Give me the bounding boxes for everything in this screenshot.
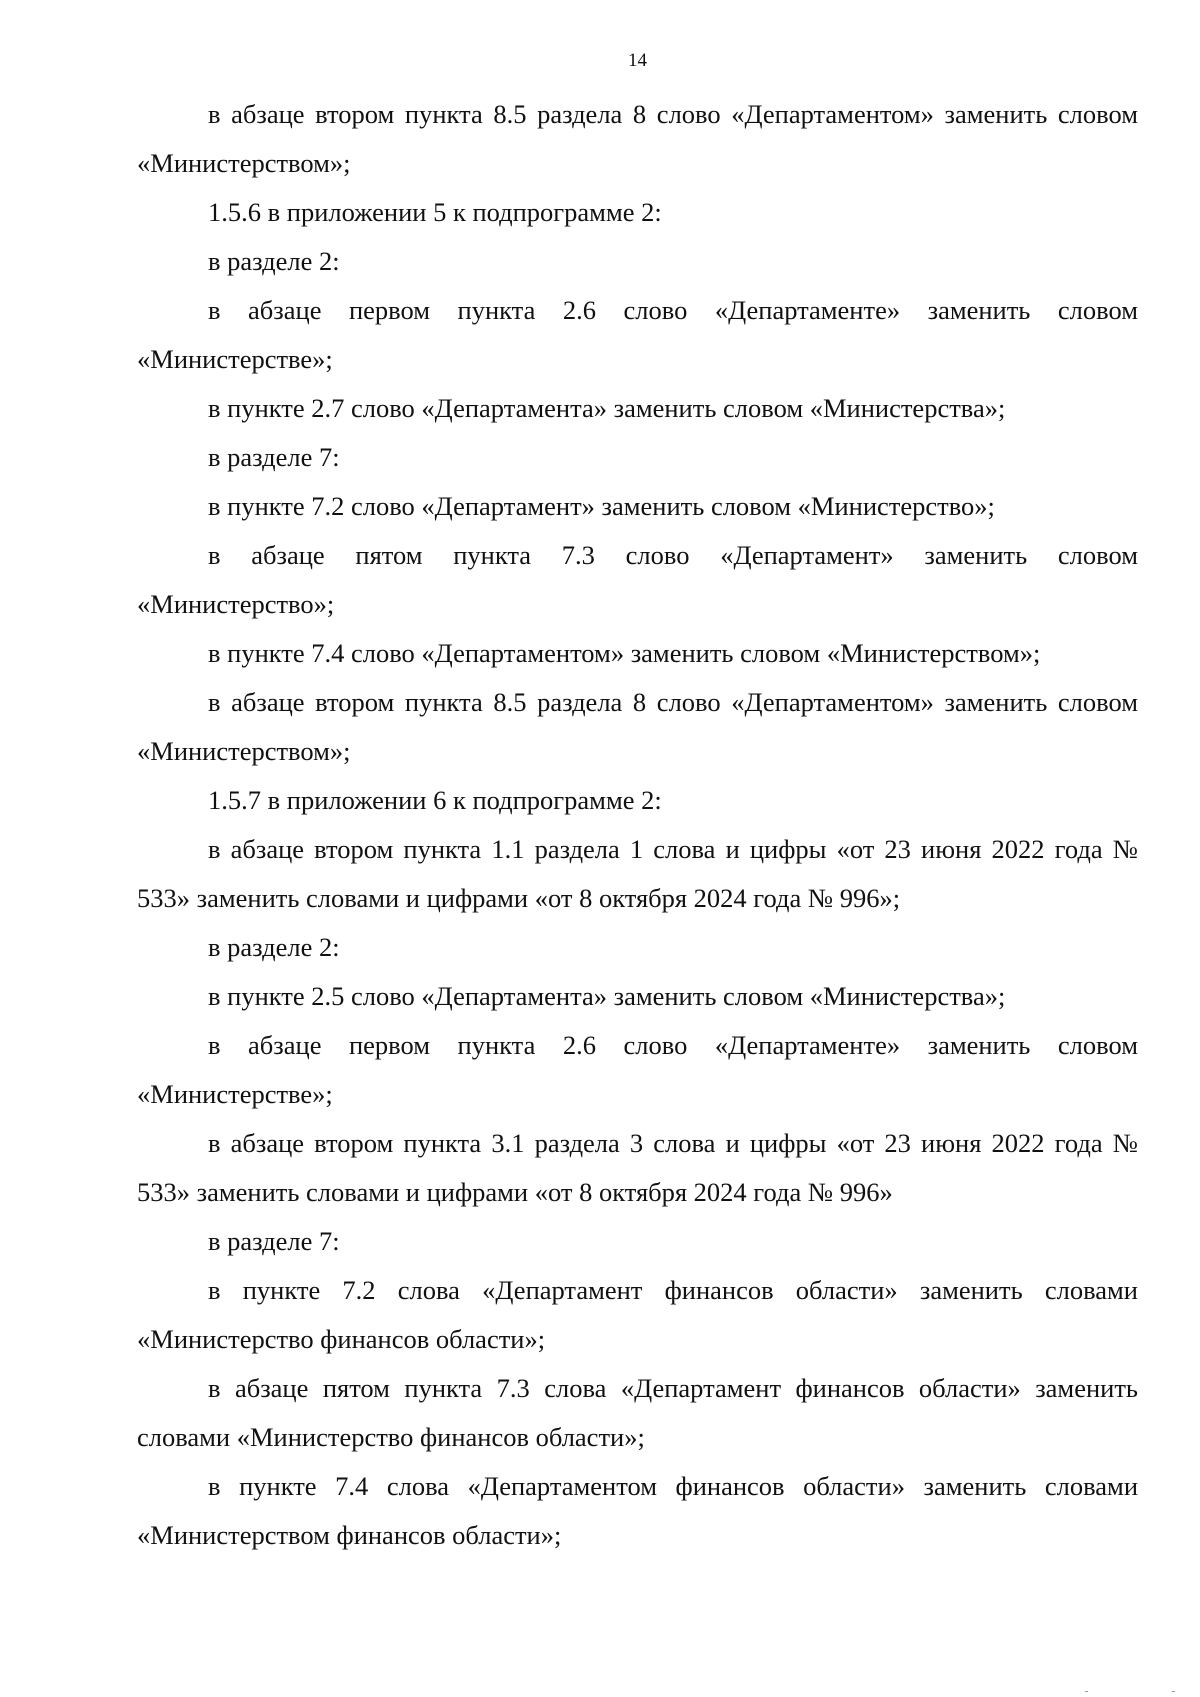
scan-artifact — [1172, 1691, 1175, 1692]
paragraph: в пункте 2.5 слово «Департамента» заменить словом «Министерства»; — [208, 981, 1006, 1011]
page-number: 14 — [628, 50, 647, 71]
paragraph: в разделе 2: — [208, 932, 340, 962]
paragraph: в пункте 7.4 слово «Департаментом» заменить словом «Министерством»; — [208, 638, 1041, 668]
paragraph: в абзаце втором пункта 8.5 раздела 8 слово «Департаментом» заменить словом «Министерством»; — [137, 687, 1138, 766]
paragraph: в пункте 2.7 слово «Департамента» заменить словом «Министерства»; — [208, 393, 1006, 423]
paragraph: 1.5.6 в приложении 5 к подпрограмме 2: — [208, 197, 662, 227]
paragraph: в абзаце пятом пункта 7.3 слово «Департамент» заменить словом «Министерство»; — [137, 540, 1138, 619]
paragraph: в пункте 7.2 слово «Департамент» заменить словом «Министерство»; — [208, 491, 995, 521]
paragraph: в разделе 7: — [208, 1226, 340, 1256]
paragraph: 1.5.7 в приложении 6 к подпрограмме 2: — [208, 785, 662, 815]
paragraph: в разделе 2: — [208, 246, 340, 276]
paragraph: в абзаце пятом пункта 7.3 слова «Департамент финансов области» заменить словами «Министерство финансов области»; — [137, 1373, 1138, 1452]
paragraph: в абзаце втором пункта 8.5 раздела 8 слово «Департаментом» заменить словом «Министерством»; — [137, 99, 1138, 178]
paragraph: в абзаце втором пункта 1.1 раздела 1 слова и цифры «от 23 июня 2022 года № 533» заменить словами и цифрами «от 8 октября 2024 года № 996»; — [137, 834, 1138, 913]
scan-artifact — [1085, 1691, 1088, 1692]
document-body — [137, 90, 1138, 1560]
paragraph: в абзаце первом пункта 2.6 слово «Департаменте» заменить словом «Министерстве»; — [137, 295, 1138, 374]
paragraph: в абзаце втором пункта 3.1 раздела 3 слова и цифры «от 23 июня 2022 года № 533» заменить словами и цифрами «от 8 октября 2024 года № 996» — [137, 1128, 1138, 1207]
paragraph: в абзаце первом пункта 2.6 слово «Департаменте» заменить словом «Министерстве»; — [137, 1030, 1138, 1109]
paragraph: в разделе 7: — [208, 442, 340, 472]
paragraph: в пункте 7.4 слова «Департаментом финансов области» заменить словами «Министерством финансов области»; — [137, 1471, 1138, 1550]
paragraph: в пункте 7.2 слова «Департамент финансов области» заменить словами «Министерство финансов области»; — [137, 1275, 1138, 1354]
